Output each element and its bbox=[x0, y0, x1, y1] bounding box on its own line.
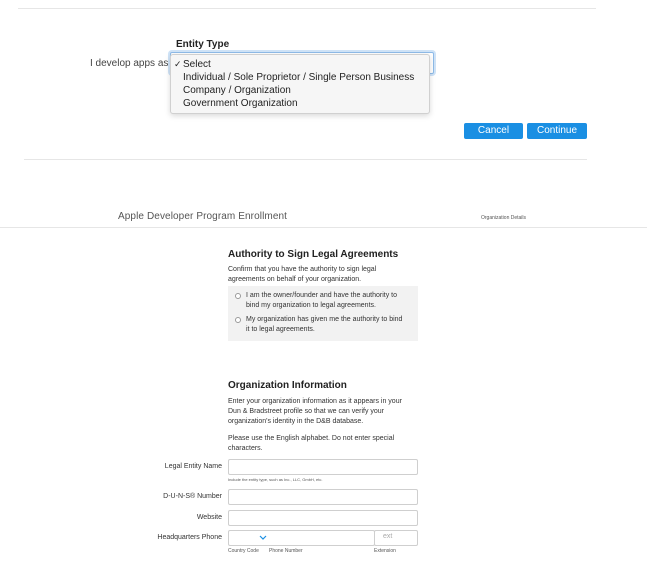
org-info-heading: Organization Information bbox=[228, 380, 347, 391]
website-input[interactable] bbox=[228, 510, 418, 526]
org-info-description: Enter your organization information as it appears in your Dun & Bradstreet profile so that we can verify your organization's identity in the D&B database. bbox=[228, 398, 402, 425]
radio-authorized-label: My organization has given me the authority to bind it to legal agreements. bbox=[246, 316, 403, 333]
radio-authorized[interactable] bbox=[235, 317, 241, 323]
authority-heading: Authority to Sign Legal Agreements bbox=[228, 249, 399, 260]
legal-name-label: Legal Entity Name bbox=[164, 463, 222, 470]
top-divider bbox=[18, 8, 596, 9]
option-company[interactable]: Company / Organization bbox=[183, 85, 291, 96]
section-divider bbox=[24, 159, 587, 160]
authority-options-panel bbox=[228, 286, 418, 341]
cancel-button[interactable]: Cancel bbox=[464, 123, 523, 139]
page-title: Apple Developer Program Enrollment bbox=[118, 211, 288, 222]
website-label: Website bbox=[196, 514, 222, 521]
develop-apps-label: I develop apps as bbox=[90, 58, 169, 69]
phone-input[interactable] bbox=[228, 530, 375, 546]
duns-label: D-U-N-S® Number bbox=[163, 493, 222, 500]
radio-owner-label: I am the owner/founder and have the authority to bind my organization to legal agreements. bbox=[246, 292, 397, 309]
option-government[interactable]: Government Organization bbox=[183, 98, 298, 109]
step-label: Organization Details bbox=[481, 215, 527, 221]
extension-label: Extension bbox=[374, 548, 396, 554]
option-select[interactable]: Select bbox=[183, 59, 211, 70]
extension-input[interactable] bbox=[374, 530, 418, 546]
country-code-label: Country Code bbox=[228, 548, 259, 554]
phone-label: Headquarters Phone bbox=[157, 534, 222, 541]
continue-button[interactable]: Continue bbox=[527, 123, 587, 139]
radio-owner[interactable] bbox=[235, 293, 241, 299]
entity-type-dropdown[interactable] bbox=[170, 54, 430, 114]
phone-number-label: Phone Number bbox=[269, 548, 303, 554]
legal-name-input[interactable] bbox=[228, 459, 418, 475]
duns-input[interactable] bbox=[228, 489, 418, 505]
option-individual[interactable]: Individual / Sole Proprietor / Single Person Business bbox=[183, 72, 415, 83]
check-icon: ✓ bbox=[174, 59, 182, 69]
header-divider bbox=[0, 227, 647, 228]
org-info-note: Please use the English alphabet. Do not enter special characters. bbox=[228, 435, 395, 452]
authority-description: Confirm that you have the authority to sign legal agreements on behalf of your organization. bbox=[228, 266, 377, 283]
ext-placeholder: ext bbox=[383, 533, 393, 540]
chevron-down-icon[interactable] bbox=[259, 535, 267, 541]
legal-name-hint: Include the entity type, such as Inc., LLC, GmbH, etc. bbox=[228, 477, 323, 482]
entity-type-heading: Entity Type bbox=[176, 39, 230, 50]
